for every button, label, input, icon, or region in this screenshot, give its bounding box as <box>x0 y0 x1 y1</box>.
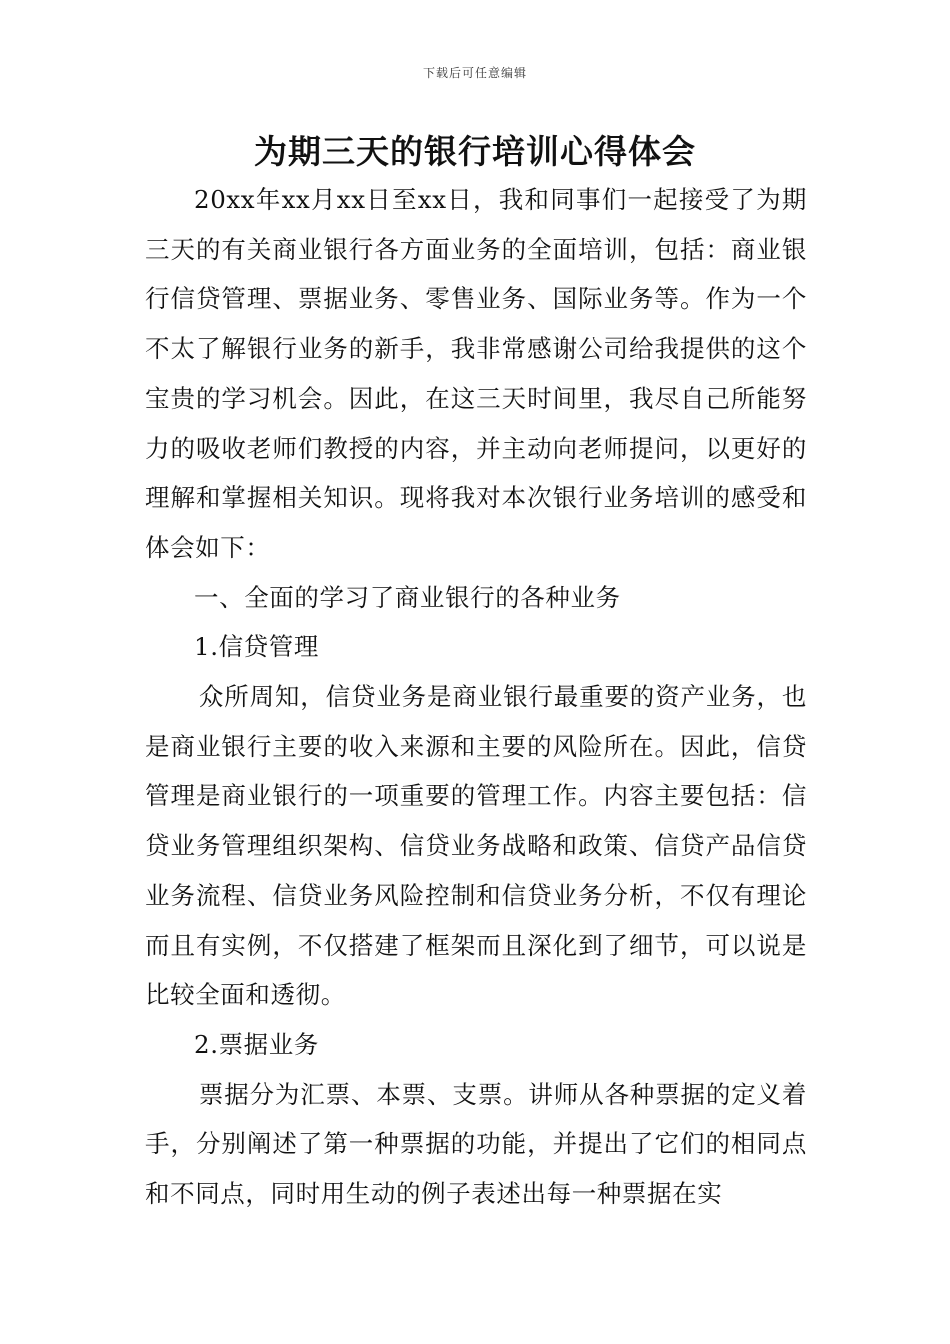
subsection-1-paragraph: 众所周知，信贷业务是商业银行最重要的资产业务，也是商业银行主要的收入来源和主要的风险所在。因此，信贷管理是商业银行的一项重要的管理工作。内容主要包括：信贷业务管理组织架构、信贷业务战略和政策、信贷产品信贷业务流程、信贷业务风险控制和信贷业务分析，不仅有理论而且有实例，不仅搭建了框架而且深化到了细节，可以说是比较全面和透彻。 <box>145 682 807 1010</box>
header-note: 下载后可任意编辑 <box>422 66 527 80</box>
section-1-heading: 一、全面的学习了商业银行的各种业务 <box>194 582 621 612</box>
intro-paragraph: 20xx年xx月xx日至xx日，我和同事们一起接受了为期三天的有关商业银行各方面业务的全面培训，包括：商业银行信贷管理、票据业务、零售业务、国际业务等。作为一个不太了解银行业务的新手，我非常感谢公司给我提供的这个宝贵的学习机会。因此，在这三天时间里，我尽自己所能努力的吸收老师们教授的内容，并主动向老师提问，以更好的理解和掌握相关知识。现将我对本次银行业务培训的感受和体会如下： <box>145 185 807 562</box>
subsection-2-paragraph: 票据分为汇票、本票、支票。讲师从各种票据的定义着手，分别阐述了第一种票据的功能，并提出了它们的相同点和不同点，同时用生动的例子表述出每一种票据在实 <box>145 1079 807 1209</box>
subsection-1-heading: 1.信贷管理 <box>194 632 319 662</box>
subsection-2-heading: 2.票据业务 <box>194 1029 319 1059</box>
document-title: 为期三天的银行培训心得体会 <box>254 132 696 171</box>
document-body <box>145 175 807 1219</box>
